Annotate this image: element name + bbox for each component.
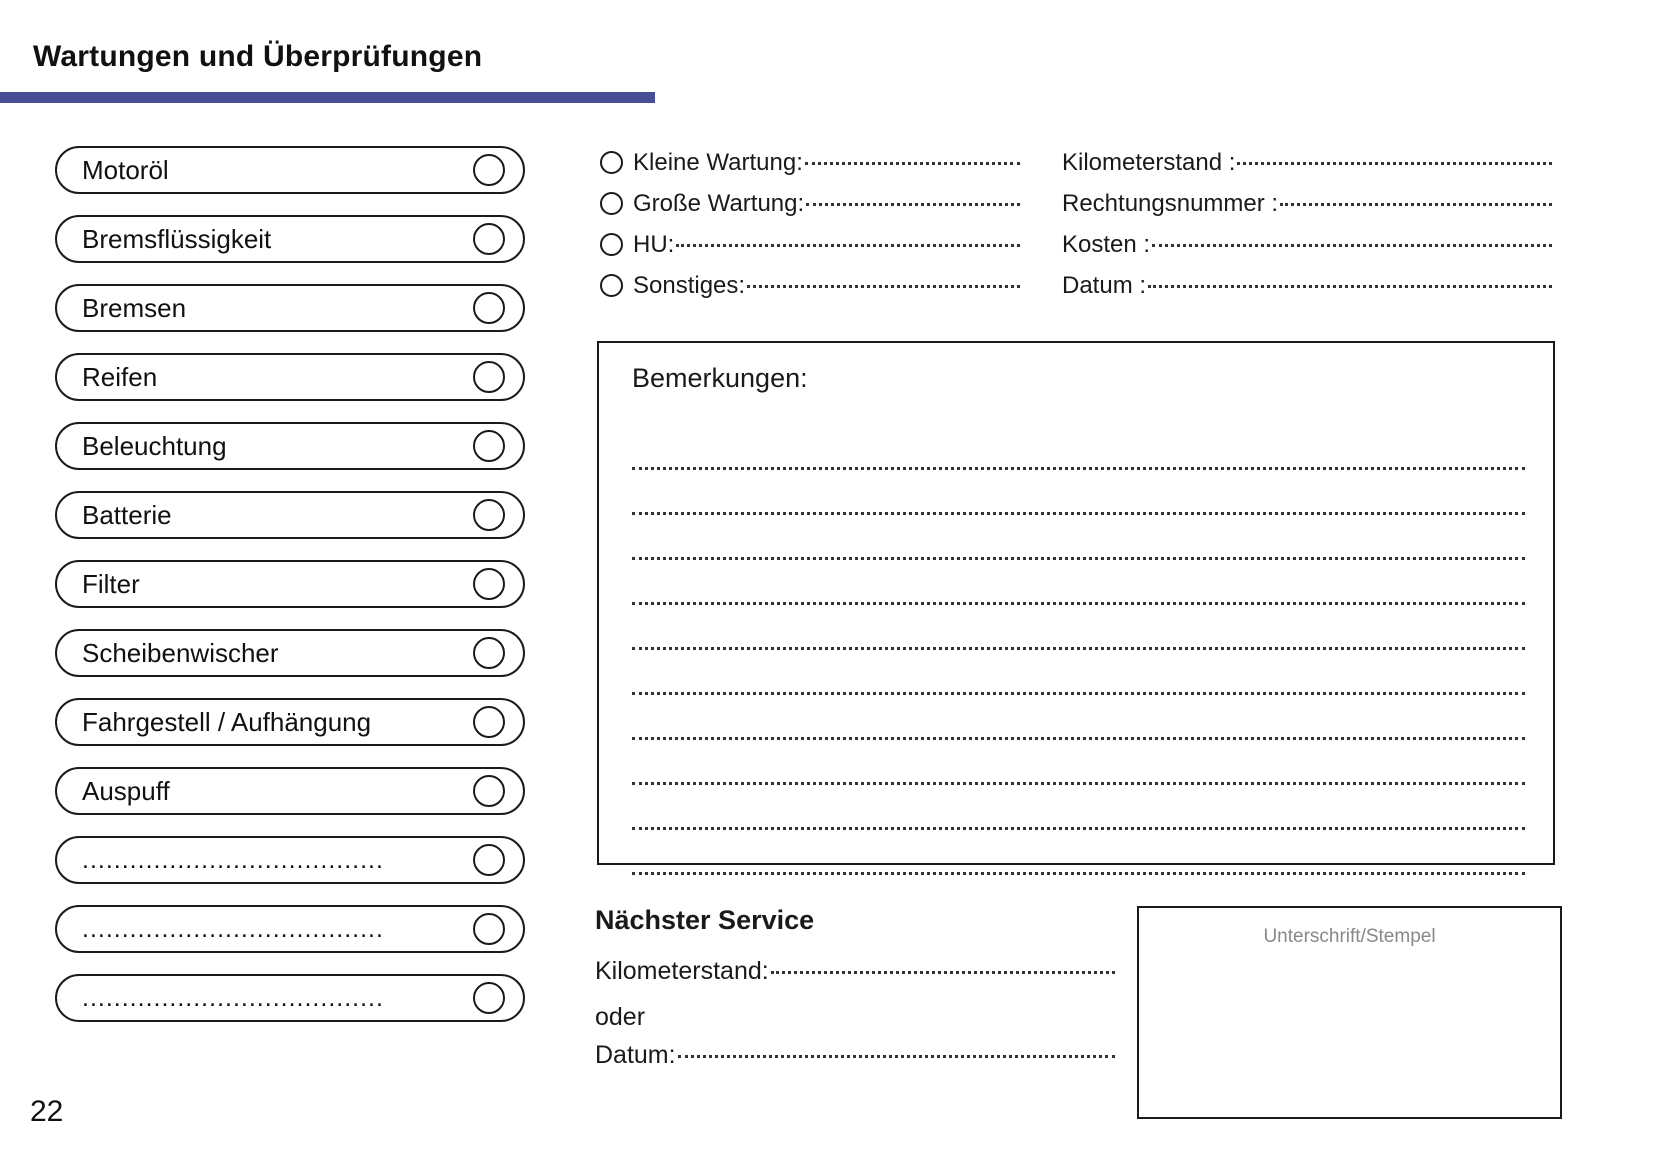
remarks-line[interactable] (632, 830, 1525, 875)
service-type-row[interactable] (600, 227, 1020, 268)
page-title: Wartungen und Überprüfungen (33, 40, 483, 73)
page-number: 22 (30, 1095, 64, 1128)
checklist-item-label: ...................................... (82, 845, 384, 874)
remarks-line[interactable] (632, 425, 1525, 470)
service-data-row[interactable] (1062, 227, 1552, 268)
remarks-box (597, 341, 1555, 865)
service-type-label: HU: (633, 231, 675, 258)
inspection-checklist (55, 146, 525, 1043)
checklist-item-label: Filter (82, 568, 140, 599)
checkbox-circle-icon[interactable] (473, 844, 505, 876)
service-type-group (600, 145, 1020, 309)
service-data-label: Rechtungsnummer : (1062, 190, 1279, 217)
checklist-item[interactable] (55, 353, 525, 401)
checkbox-circle-icon[interactable] (473, 775, 505, 807)
next-service-mileage-label: Kilometerstand: (595, 957, 769, 985)
next-service-date-input[interactable] (678, 1033, 1115, 1058)
remarks-line[interactable] (632, 695, 1525, 740)
checkbox-circle-icon[interactable] (473, 982, 505, 1014)
checklist-item-label: Reifen (82, 361, 158, 392)
remarks-line[interactable] (632, 605, 1525, 650)
checkbox-circle-icon[interactable] (473, 568, 505, 600)
checklist-item-label: ...................................... (82, 914, 384, 943)
service-type-row[interactable] (600, 186, 1020, 227)
radio-icon[interactable] (600, 192, 623, 215)
service-data-label: Kilometerstand : (1062, 149, 1236, 176)
checklist-item[interactable] (55, 146, 525, 194)
checklist-item[interactable] (55, 560, 525, 608)
radio-icon[interactable] (600, 274, 623, 297)
checklist-item[interactable] (55, 698, 525, 746)
checklist-item-label: Bremsen (82, 292, 187, 323)
service-type-label: Große Wartung: (633, 190, 805, 217)
checkbox-circle-icon[interactable] (473, 637, 505, 669)
signature-stamp-box[interactable] (1137, 906, 1562, 1119)
date-input[interactable] (1148, 263, 1552, 288)
service-data-label: Datum : (1062, 272, 1147, 299)
checklist-item-blank[interactable] (55, 836, 525, 884)
checkbox-circle-icon[interactable] (473, 499, 505, 531)
checklist-item-label: Auspuff (82, 775, 170, 806)
service-data-row[interactable] (1062, 268, 1552, 309)
radio-icon[interactable] (600, 233, 623, 256)
service-type-row[interactable] (600, 145, 1020, 186)
checklist-item[interactable] (55, 767, 525, 815)
title-rule (0, 92, 655, 103)
checkbox-circle-icon[interactable] (473, 223, 505, 255)
signature-stamp-hint: Unterschrift/Stempel (1263, 926, 1436, 947)
next-service-date-label: Datum: (595, 1041, 676, 1069)
service-data-label: Kosten : (1062, 231, 1151, 258)
checklist-item[interactable] (55, 491, 525, 539)
checklist-item-label: Scheibenwischer (82, 637, 279, 668)
service-type-input[interactable] (747, 263, 1020, 288)
checkbox-circle-icon[interactable] (473, 706, 505, 738)
checklist-item-blank[interactable] (55, 974, 525, 1022)
cost-input[interactable] (1152, 222, 1552, 247)
remarks-line[interactable] (632, 560, 1525, 605)
next-service-or-label: oder (595, 1003, 646, 1031)
service-type-label: Kleine Wartung: (633, 149, 803, 176)
remarks-line[interactable] (632, 785, 1525, 830)
service-data-row[interactable] (1062, 186, 1552, 227)
service-type-input[interactable] (805, 140, 1020, 165)
checklist-item[interactable] (55, 284, 525, 332)
service-type-input[interactable] (806, 181, 1020, 206)
remarks-lines (632, 425, 1525, 875)
remarks-line[interactable] (632, 470, 1525, 515)
checklist-item-label: Bremsflüssigkeit (82, 223, 272, 254)
checklist-item-label: Batterie (82, 499, 172, 530)
invoice-number-input[interactable] (1280, 181, 1552, 206)
checkbox-circle-icon[interactable] (473, 292, 505, 324)
checklist-item[interactable] (55, 422, 525, 470)
checklist-item-label: ...................................... (82, 983, 384, 1012)
remarks-line[interactable] (632, 740, 1525, 785)
service-data-fields (1062, 145, 1552, 309)
next-service-section (595, 905, 1115, 1080)
remarks-title: Bemerkungen: (632, 363, 808, 393)
checklist-item[interactable] (55, 629, 525, 677)
checklist-item-label: Motoröl (82, 154, 169, 185)
next-service-mileage-input[interactable] (771, 949, 1115, 974)
checklist-item-blank[interactable] (55, 905, 525, 953)
checkbox-circle-icon[interactable] (473, 913, 505, 945)
service-type-row[interactable] (600, 268, 1020, 309)
checklist-item[interactable] (55, 215, 525, 263)
service-type-label: Sonstiges: (633, 272, 746, 299)
remarks-line[interactable] (632, 515, 1525, 560)
service-type-input[interactable] (676, 222, 1020, 247)
service-data-row[interactable] (1062, 145, 1552, 186)
checkbox-circle-icon[interactable] (473, 361, 505, 393)
next-service-title: Nächster Service (595, 905, 815, 935)
mileage-input[interactable] (1237, 140, 1552, 165)
checkbox-circle-icon[interactable] (473, 430, 505, 462)
remarks-line[interactable] (632, 650, 1525, 695)
next-service-date-row[interactable] (595, 1038, 1115, 1080)
radio-icon[interactable] (600, 151, 623, 174)
checkbox-circle-icon[interactable] (473, 154, 505, 186)
checklist-item-label: Beleuchtung (82, 430, 227, 461)
next-service-mileage-row[interactable] (595, 954, 1115, 996)
checklist-item-label: Fahrgestell / Aufhängung (82, 706, 372, 737)
